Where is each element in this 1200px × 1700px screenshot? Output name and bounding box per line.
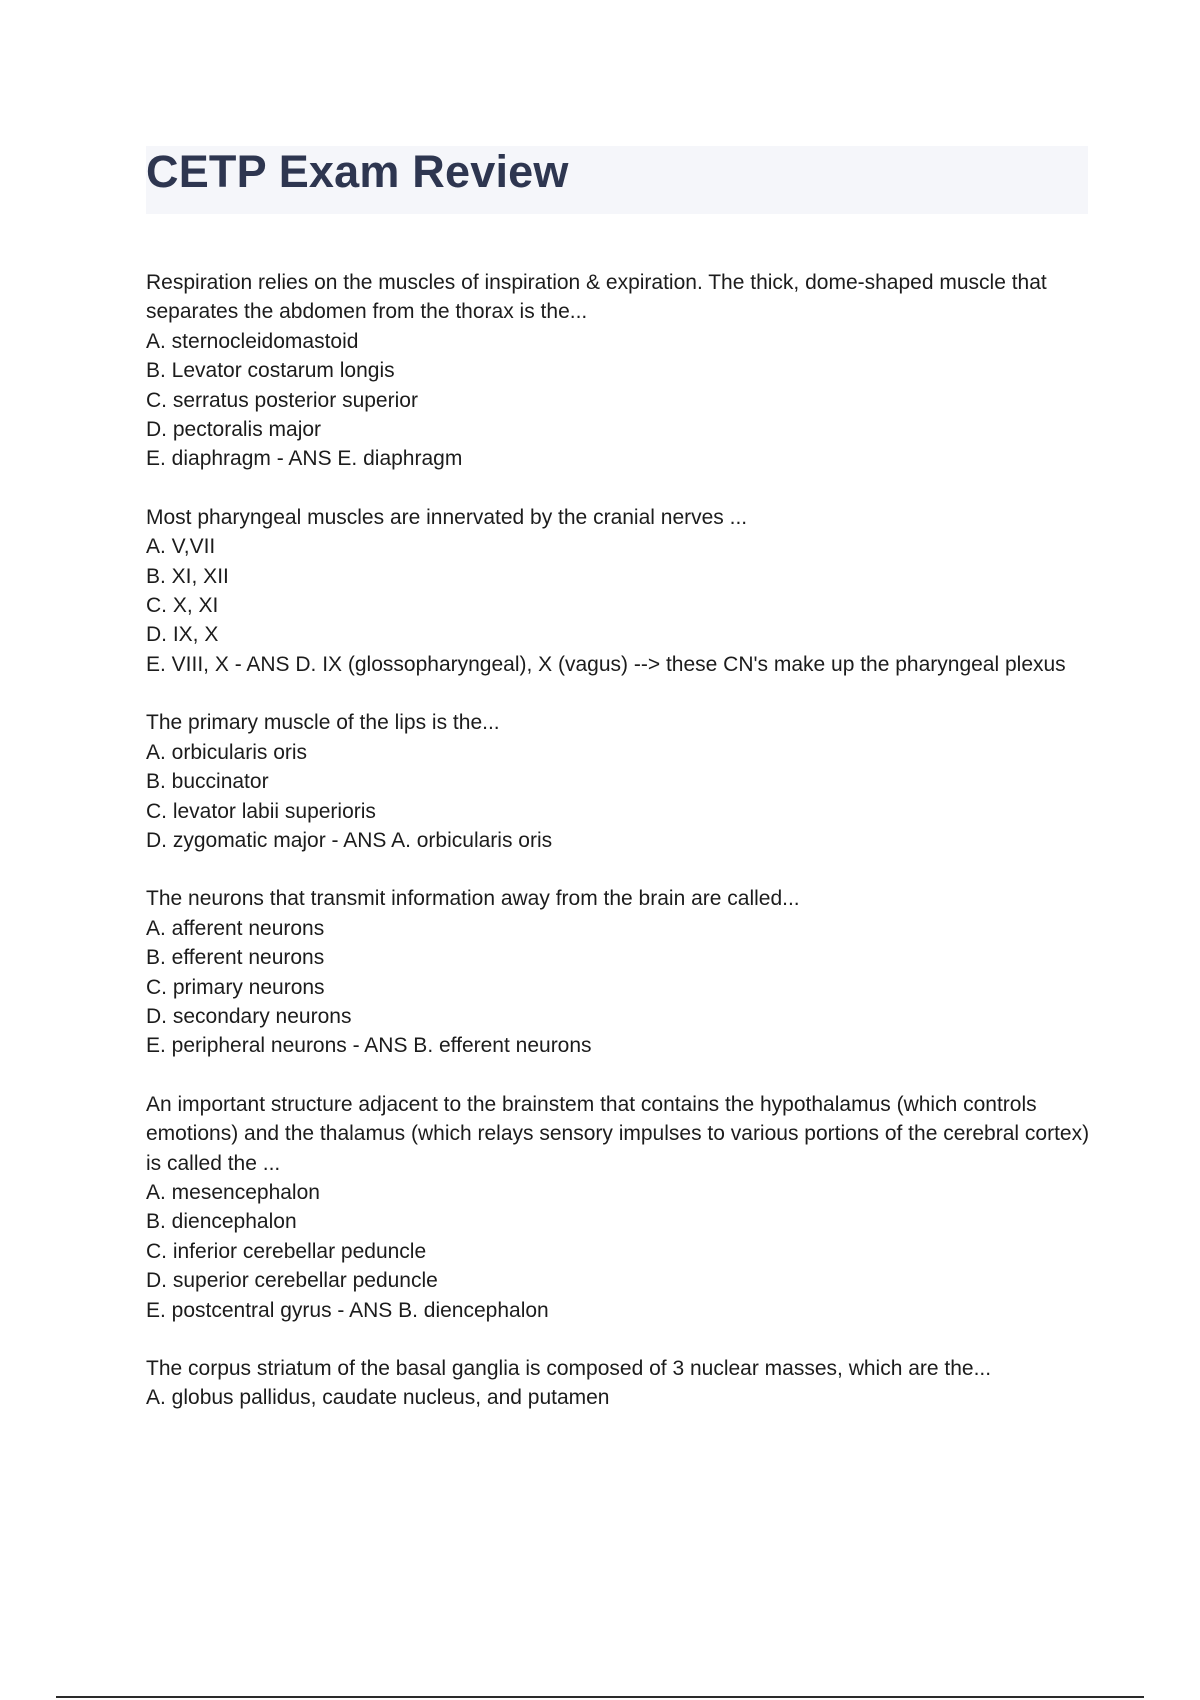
question-3 (146, 708, 1096, 855)
answer-option: A. V,VII (146, 535, 216, 559)
answer-option: B. Levator costarum longis (146, 359, 395, 383)
answer-option: E. postcentral gyrus - ANS B. diencephalon (146, 1298, 549, 1322)
answer-option: A. globus pallidus, caudate nucleus, and putamen (146, 1386, 610, 1410)
answer-option: A. afferent neurons (146, 916, 325, 940)
answer-option: D. pectoralis major (146, 418, 322, 442)
question-5 (146, 1090, 1096, 1325)
answer-option: E. diaphragm - ANS E. diaphragm (146, 447, 463, 471)
answer-option: D. zygomatic major - ANS A. orbicularis oris (146, 828, 553, 852)
answer-option: D. superior cerebellar peduncle (146, 1269, 438, 1293)
answer-option: C. serratus posterior superior (146, 388, 418, 412)
question-6 (146, 1354, 1096, 1413)
question-prompt: An important structure adjacent to the brainstem that contains the hypothalamus (which controls emotions) and the thalamus (which relays sensory impulses to various portions of the cerebral cortex) is called the ... (146, 1092, 1090, 1175)
answer-option: C. primary neurons (146, 975, 325, 999)
page-title: CETP Exam Review (146, 146, 569, 197)
answer-option: E. peripheral neurons - ANS B. efferent neurons (146, 1034, 592, 1058)
answer-option: D. IX, X (146, 623, 219, 647)
answer-option: B. efferent neurons (146, 946, 325, 970)
answer-option: C. inferior cerebellar peduncle (146, 1239, 427, 1263)
answer-option: C. levator labii superioris (146, 799, 376, 823)
question-prompt: The primary muscle of the lips is the... (146, 711, 500, 735)
question-prompt: Most pharyngeal muscles are innervated by the cranial nerves ... (146, 505, 748, 529)
answer-option: B. buccinator (146, 770, 269, 794)
question-prompt: The corpus striatum of the basal ganglia is composed of 3 nuclear masses, which are the... (146, 1357, 992, 1380)
question-4 (146, 884, 1096, 1060)
footer-divider (56, 1696, 1144, 1698)
answer-option: E. VIII, X - ANS D. IX (glossopharyngeal), X (vagus) --> these CN's make up the pharyngeal plexus (146, 652, 1066, 676)
answer-option: C. X, XI (146, 594, 219, 618)
answer-option: B. XI, XII (146, 564, 229, 588)
question-prompt: Respiration relies on the muscles of inspiration & expiration. The thick, dome-shaped muscle that separates the abdomen from the thorax is the... (146, 271, 1047, 324)
question-list (146, 268, 1096, 1442)
answer-option: B. diencephalon (146, 1210, 297, 1234)
question-1 (146, 268, 1096, 474)
question-2 (146, 503, 1096, 679)
question-prompt: The neurons that transmit information away from the brain are called... (146, 887, 800, 911)
answer-option: A. mesencephalon (146, 1180, 320, 1204)
answer-option: A. sternocleidomastoid (146, 329, 359, 353)
answer-option: A. orbicularis oris (146, 740, 308, 764)
answer-option: D. secondary neurons (146, 1004, 352, 1028)
